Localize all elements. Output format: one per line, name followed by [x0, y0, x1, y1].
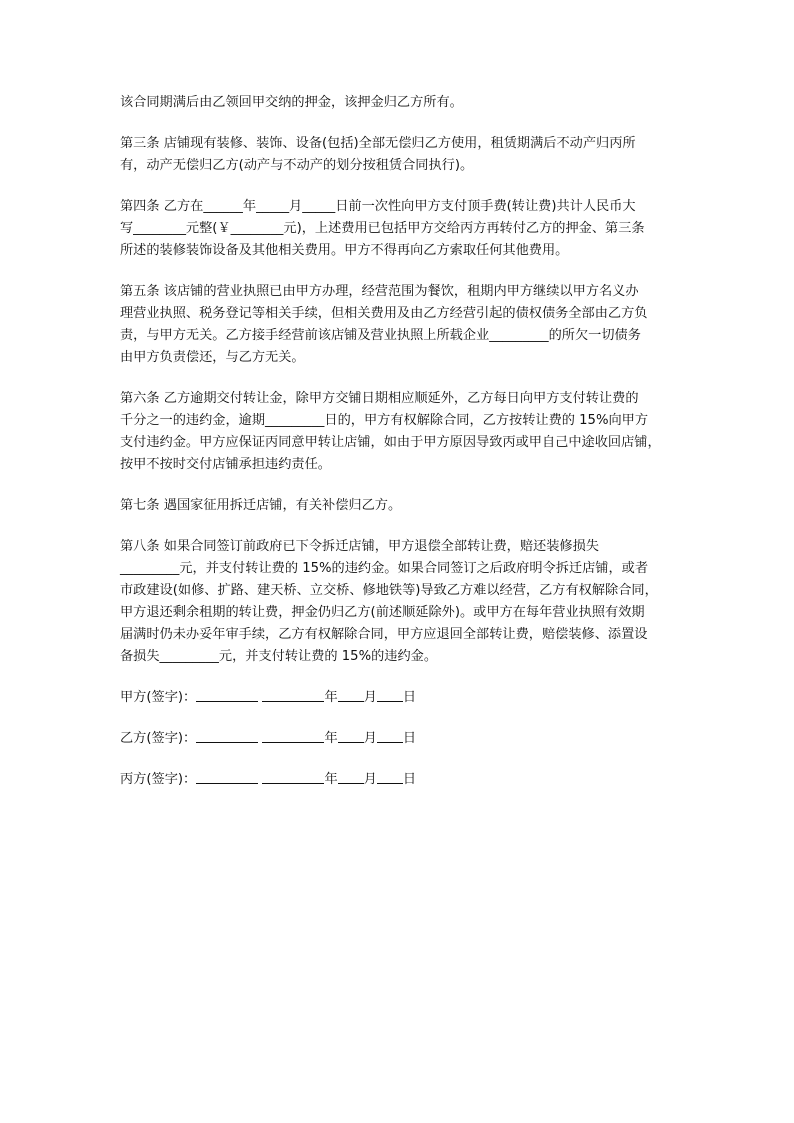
signature-blank[interactable] [196, 769, 258, 784]
paragraph-article-5 [120, 281, 676, 369]
text-line: 备损失_________元，并支付转让费的 15%的违约金。 [120, 649, 438, 664]
text-line: 理营业执照、税务登记等相关手续，但相关费用及由乙方经营引起的债权债务全部由乙方负 [120, 306, 648, 321]
day-label: 日 [402, 731, 416, 746]
text-line: 由甲方负责偿还，与乙方无关。 [120, 350, 305, 365]
paragraph-article-8 [120, 536, 676, 668]
month-blank[interactable] [338, 728, 364, 743]
paragraph-deposit [120, 92, 676, 114]
month-label: 月 [363, 731, 377, 746]
text-line: 第五条 该店铺的营业执照已由甲方办理，经营范围为餐饮，租期内甲方继续以甲方名义办 [120, 284, 639, 299]
signature-party-c [120, 769, 676, 791]
text-line: 第八条 如果合同签订前政府已下令拆迁店铺，甲方退偿全部转让费，赔还装修损失 [120, 539, 599, 554]
paragraph-article-7 [120, 495, 676, 517]
paragraph-article-3 [120, 133, 676, 177]
signature-blank[interactable] [196, 687, 258, 702]
text-line: 按甲不按时交付店铺承担违约责任。 [120, 457, 331, 472]
document-page [120, 92, 676, 810]
text-line: 届满时仍未办妥年审手续，乙方有权解除合同，甲方应退回全部转让费，赔偿装修、添置设 [120, 627, 648, 642]
text-line: 甲方退还剩余租期的转让费，押金仍归乙方(前述顺延除外)。或甲方在每年营业执照有效期 [120, 605, 645, 620]
text-line: 写________元整(￥________元)，上述费用已包括甲方交给丙方再转付乙方的押金、第三条 [120, 221, 645, 236]
date-blank[interactable] [262, 728, 324, 743]
month-blank[interactable] [338, 687, 364, 702]
date-blank[interactable] [262, 769, 324, 784]
text-line: 第六条 乙方逾期交付转让金，除甲方交铺日期相应顺延外，乙方每日向甲方支付转让费的 [120, 391, 639, 406]
text-line: 第四条 乙方在______年_____月_____日前一次性向甲方支付顶手费(转让费)共计人民币大 [120, 199, 636, 214]
text-line: _________元，并支付转让费的 15%的违约金。如果合同签订之后政府明令拆迁店铺，或者 [120, 561, 649, 576]
text-line: 第七条 遇国家征用拆迁店铺，有关补偿归乙方。 [120, 498, 402, 513]
text-line: 所述的装修装饰设备及其他相关费用。甲方不得再向乙方索取任何其他费用。 [120, 243, 569, 258]
signature-label: 甲方(签字)： [120, 690, 197, 705]
day-label: 日 [402, 772, 416, 787]
text-line: 千分之一的违约金，逾期_________日的，甲方有权解除合同，乙方按转让费的 15%向甲方 [120, 413, 649, 428]
year-label: 年 [324, 772, 338, 787]
paragraph-article-4 [120, 196, 676, 262]
paragraph-article-6 [120, 388, 676, 476]
day-blank[interactable] [377, 769, 403, 784]
day-label: 日 [402, 690, 416, 705]
text-line: 第三条 店铺现有装修、装饰、设备(包括)全部无偿归乙方使用，租赁期满后不动产归丙所 [120, 136, 636, 151]
signature-label: 丙方(签字)： [120, 772, 197, 787]
day-blank[interactable] [377, 728, 403, 743]
month-label: 月 [363, 690, 377, 705]
signature-party-b [120, 728, 676, 750]
text-line: 有，动产无偿归乙方(动产与不动产的划分按租赁合同执行)。 [120, 158, 474, 173]
signature-label: 乙方(签字)： [120, 731, 197, 746]
month-blank[interactable] [338, 769, 364, 784]
date-blank[interactable] [262, 687, 324, 702]
month-label: 月 [363, 772, 377, 787]
year-label: 年 [324, 731, 338, 746]
day-blank[interactable] [377, 687, 403, 702]
text-line: 市政建设(如修、扩路、建天桥、立交桥、修地铁等)导致乙方难以经营，乙方有权解除合同， [120, 583, 658, 598]
signature-blank[interactable] [196, 728, 258, 743]
year-label: 年 [324, 690, 338, 705]
text-line: 支付违约金。甲方应保证丙同意甲转让店铺，如由于甲方原因导致丙或甲自己中途收回店铺， [120, 435, 661, 450]
text-line: 该合同期满后由乙领回甲交纳的押金，该押金归乙方所有。 [120, 95, 463, 110]
text-line: 责，与甲方无关。乙方接手经营前该店铺及营业执照上所载企业_________的所欠一切债务 [120, 328, 641, 343]
signature-party-a [120, 687, 676, 709]
